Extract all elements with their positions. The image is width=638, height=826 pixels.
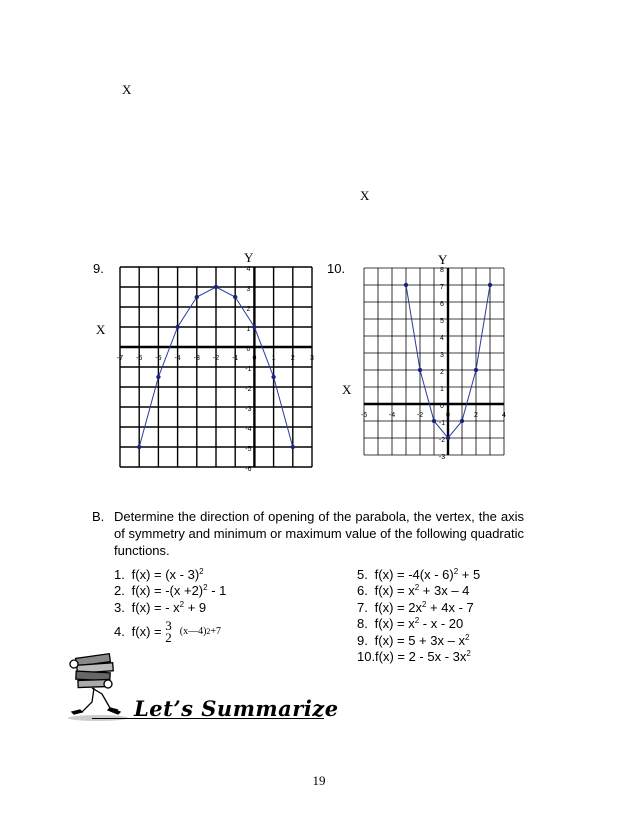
heading-underline (92, 718, 324, 719)
data-point (460, 419, 464, 423)
y-tick-label: -1 (438, 420, 446, 427)
y-tick-label: 3 (440, 352, 444, 359)
y-tick-label: -2 (438, 437, 446, 444)
graph-10-chart (355, 262, 515, 472)
x-tick-label: -6 (360, 412, 368, 419)
y-tick-label: -3 (438, 454, 446, 461)
x-tick-label: -1 (232, 355, 239, 362)
y-tick-label: 8 (440, 267, 444, 274)
function-item: 9. $f(x) = 5 + 3x - x^2$ (357, 632, 470, 648)
x-tick-label: -2 (212, 355, 220, 362)
graph-9-y-axis-label: Y (244, 250, 254, 265)
data-point (404, 283, 408, 287)
y-tick-label: -1 (245, 366, 252, 373)
graph-9-number: 9. (93, 261, 104, 276)
function-item: 1. f(x) = (x - 3)$^2$ (114, 567, 204, 582)
lets-summarize-heading: Let’s Summarize (134, 696, 339, 721)
y-tick-label: 2 (246, 306, 251, 313)
x-tick-label: -4 (174, 355, 181, 362)
data-point (156, 375, 160, 379)
y-tick-label: 7 (440, 284, 444, 291)
function-list-right (357, 567, 480, 665)
section-letter: B. (92, 509, 105, 524)
x-tick-label: 2 (290, 355, 295, 362)
y-tick-label: 3 (246, 286, 251, 293)
x-tick-label: -5 (155, 355, 162, 362)
y-tick-label: 2 (440, 369, 444, 376)
function-item: 7. $f(x) = 2x^2 + 4x - 7$ (357, 599, 474, 615)
data-point (271, 375, 275, 379)
function-item: 2. $f(x) = -(x +2)^2 - 1$ (114, 583, 227, 599)
graph-10-y-axis-label: Y (438, 252, 448, 267)
function-item: 3. f(x) = - $x^2 + 9$ (114, 599, 207, 615)
graph-10-number: 10. (327, 261, 346, 276)
instruction-text: Determine the direction of opening of the parabola, the vertex, the axis of symmetry and minimum or maximum value of the following quadratic functions. (114, 509, 524, 558)
x-tick-label: 0 (252, 355, 257, 362)
data-point (418, 368, 422, 372)
stray-x-label: X (122, 82, 132, 97)
page-number: 19 (312, 773, 326, 788)
y-tick-label: -5 (245, 446, 252, 453)
y-tick-label: 1 (440, 386, 444, 393)
x-tick-label: -6 (136, 355, 143, 362)
y-tick-label: 4 (246, 266, 251, 273)
section-b-instruction (92, 508, 524, 559)
y-tick-label: 0 (246, 346, 251, 353)
data-point (446, 436, 450, 440)
data-point (474, 368, 478, 372)
x-tick-label: -4 (388, 412, 396, 419)
y-tick-label: 1 (246, 326, 251, 333)
x-tick-label: -3 (193, 355, 200, 362)
function-list-left (114, 567, 226, 645)
x-tick-label: -2 (416, 412, 424, 419)
stray-x-label: X (360, 188, 370, 203)
data-point (252, 325, 256, 329)
data-point (175, 325, 179, 329)
function-item: 8. $f(x) = x^2 - x - 20$ (357, 616, 464, 632)
graph-10-x-axis-label: X (342, 382, 352, 397)
data-point (291, 445, 295, 449)
x-tick-label: 4 (502, 412, 506, 419)
graph-9-chart (100, 262, 330, 476)
y-tick-label: 0 (440, 403, 444, 410)
data-point (488, 283, 492, 287)
function-item: 6. $f(x) = x^2 + 3x - 4$ (357, 583, 470, 599)
x-tick-label: 2 (474, 412, 478, 419)
y-tick-label: 6 (440, 301, 444, 308)
function-item: $10.f(x) = 2 - 5x - 3x^2$ (357, 649, 471, 665)
x-tick-label: 0 (446, 412, 450, 419)
data-point (137, 445, 141, 449)
y-tick-label: -6 (245, 466, 252, 473)
y-tick-label: -2 (245, 386, 252, 393)
x-tick-label: -7 (116, 355, 124, 362)
function-item: 5. f(x) = -4(x - 6)$^2$ + 5 (357, 567, 481, 582)
graph-9-x-axis-label: X (96, 322, 106, 337)
x-tick-label: 1 (271, 355, 276, 362)
data-point (432, 419, 436, 423)
x-tick-label: 3 (310, 355, 314, 362)
data-point (214, 285, 218, 289)
fraction: 3 2 (165, 618, 172, 646)
function-item: 4. f(x) = 3 2 (x—4) 2 +7 (114, 618, 222, 646)
y-tick-label: -4 (245, 426, 252, 433)
data-point (233, 295, 237, 299)
y-tick-label: 4 (440, 335, 444, 342)
book-carrier-clipart-icon (62, 650, 142, 722)
y-tick-label: -3 (245, 406, 252, 413)
data-point (195, 295, 199, 299)
y-tick-label: 5 (440, 318, 444, 325)
